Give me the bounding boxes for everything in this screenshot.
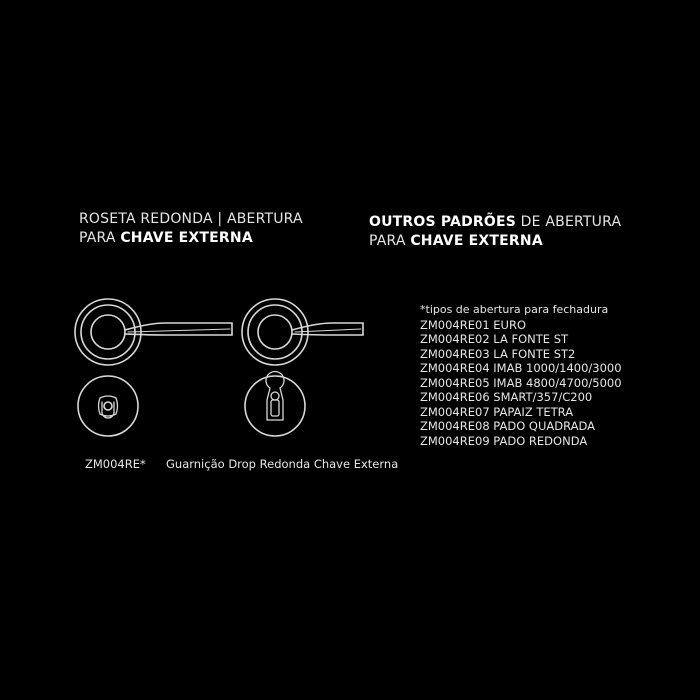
left-heading-line1: ROSETA REDONDA | ABERTURA: [79, 211, 303, 227]
right-heading-bold: OUTROS PADRÕES: [369, 214, 517, 230]
right-heading: [369, 213, 621, 251]
product-description: Guarnição Drop Redonda Chave Externa: [166, 457, 399, 471]
opening-types-list: [420, 303, 622, 448]
list-item: ZM004RE03 LA FONTE ST2: [420, 346, 576, 361]
product-code: ZM004RE*: [85, 457, 146, 471]
handle-right-icon: [242, 299, 363, 365]
handle-drawing: [70, 296, 370, 441]
types-note: *tipos de abertura para fechadura: [420, 303, 609, 316]
right-heading-bold-2: CHAVE EXTERNA: [410, 233, 543, 249]
list-item: ZM004RE06 SMART/357/C200: [420, 390, 593, 404]
right-heading-rest: DE ABERTURA: [516, 214, 622, 230]
left-heading-bold: CHAVE EXTERNA: [120, 230, 253, 246]
list-item: ZM004RE01 EURO: [420, 317, 527, 332]
list-item: ZM004RE09 PADO REDONDA: [420, 433, 588, 448]
left-heading: [79, 210, 303, 248]
handle-left-icon: [75, 299, 232, 365]
list-item: ZM004RE08 PADO QUADRADA: [420, 419, 596, 433]
left-heading-prefix: PARA: [79, 230, 121, 246]
list-item: ZM004RE04 IMAB 1000/1400/3000: [420, 361, 622, 375]
list-item: ZM004RE05 IMAB 4800/4700/5000: [420, 375, 622, 390]
list-item: ZM004RE07 PAPAIZ TETRA: [420, 404, 574, 419]
right-heading-prefix: PARA: [369, 233, 411, 249]
escutcheon-standard-icon: [78, 376, 138, 436]
escutcheon-euro-icon: [245, 372, 305, 436]
list-item: ZM004RE02 LA FONTE ST: [420, 332, 569, 346]
